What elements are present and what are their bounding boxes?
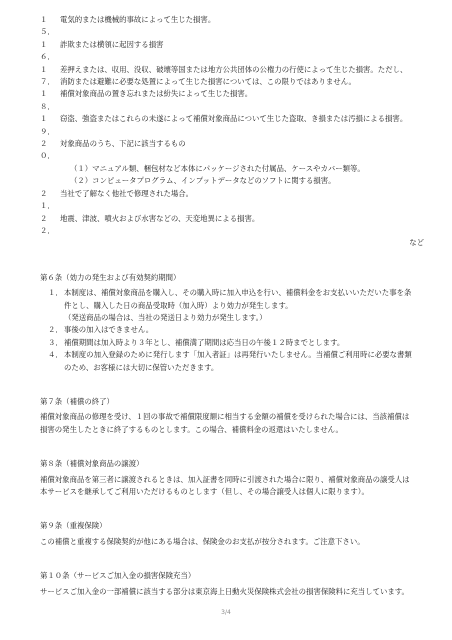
item-text: 本制度は、補償対象商品を購入し、その購入時に加入申込を行い、補償料金をお支払いいただいた事を条件とし、購入した日の商品受取時（加入時）より効力が発生します。 [64, 288, 412, 310]
section-heading: 第６条（効力の発生および有効契約期間） [40, 272, 181, 282]
article-7 [40, 396, 412, 436]
document-body [40, 14, 424, 598]
list-item [40, 337, 412, 349]
section-text: 補償対象商品を第三者に譲渡されるときは、加入証書を同時に引渡された場合に限り、補償対象商品の譲受人は本サービスを継承してご利用いただけるものとします（但し、その場合譲受人は個人に限ります）。 [40, 474, 410, 496]
item-text: 詐欺または横領に起因する損害 [60, 39, 164, 49]
item-text: 地震、津波、噴火および水害などの、天変地異による損害。 [60, 213, 260, 223]
item-number: １５． [40, 15, 55, 37]
list-item [40, 88, 412, 113]
item-text: 補償対象商品の置き忘れまたは紛失によって生じた損害。 [60, 89, 253, 99]
list-item [40, 113, 412, 138]
item-text: 窃盗、強盗またはこれらの未遂によって補償対象商品について生じた盗取、き損または汚損による損害。 [60, 114, 408, 124]
etc-note: など [409, 238, 424, 248]
item-number: １６． [40, 39, 55, 62]
item-note: （発送商品の場合は、当社の発送日より効力が発生します。） [64, 312, 267, 322]
page-number: 3/4 [221, 609, 231, 616]
section-heading: 第１０条（サービスご加入金の損害保険充当） [40, 571, 196, 581]
list-item [40, 138, 412, 163]
list-item [40, 39, 412, 64]
item-text: 差押えまたは、収用、没収、破壊等国または地方公共団体の公権力の行使によって生じた損害。ただし、消防または避難に必要な処置によって生じた損害については、この限りではありません。 [60, 64, 408, 87]
list-item [40, 287, 412, 312]
list-item [40, 14, 412, 39]
section-heading: 第７条（補償の終了） [40, 396, 114, 406]
article-8 [40, 458, 412, 498]
list-item [40, 188, 412, 213]
item-text: 対象商品のうち、下記に該当するもの [60, 139, 186, 149]
item-number: １８． [40, 89, 55, 111]
sub-item: （１）マニュアル類、梱包材など本体にパッケージされた付属品、ケースやカバー類等。 [70, 163, 365, 173]
section-text: サービスご加入金の一部補償に該当する部分は東京海上日動火災保険株式会社の損害保険料に充当しています。 [40, 586, 409, 596]
item-number: １７． [40, 64, 55, 87]
item-text: 事後の加入はできません。 [64, 325, 154, 335]
item-number: １９． [40, 114, 55, 136]
item-number: ２２． [40, 213, 55, 235]
section-heading: 第８条（補償対象商品の譲渡） [40, 459, 144, 469]
item-number: ２１． [40, 188, 55, 211]
item-number: ２． [48, 325, 63, 335]
item-text: 本制度の加入登録のために発行します「加入者証」は再発行いたしません。当補償ご利用時に必要な書類のため、お客様には大切に保管いただきます。 [64, 350, 412, 372]
item-number: ２０． [40, 139, 55, 161]
item-text: 当社で了解なく他社で修理された場合。 [60, 188, 194, 198]
item-text: 電気的または機械的事故によって生じた損害。 [60, 15, 216, 24]
item-text: 補償期間は加入時より３年とし、補償満了期間は応当日の午後１２時までとします。 [64, 337, 345, 347]
section-text: この補償と重複する保険契約が他にある場合は、保険金のお支払が按分されます。ご注意下さい。 [40, 536, 365, 546]
item-number: ３． [48, 337, 63, 347]
list-item [40, 213, 412, 238]
list-item [40, 349, 412, 374]
sub-item: （２）コンピュータプログラム、インプットデータなどのソフトに関する損害。 [70, 176, 336, 186]
section-heading: 第９条（重複保険） [40, 521, 107, 531]
list-item [40, 324, 412, 336]
article-10 [40, 570, 412, 598]
list-item [40, 64, 412, 89]
item-number: １． [48, 288, 63, 298]
item-number: ４． [48, 350, 63, 360]
section-text: 補償対象商品の修理を受け、１回の事故で補償限度額に相当する金額の補償を受けられた場合には、当該補償は損害の発生したときに終了するものとします。この場合、補償料金の返還はいたしません。 [40, 412, 410, 434]
article-6 [40, 272, 412, 374]
article-9 [40, 520, 412, 548]
